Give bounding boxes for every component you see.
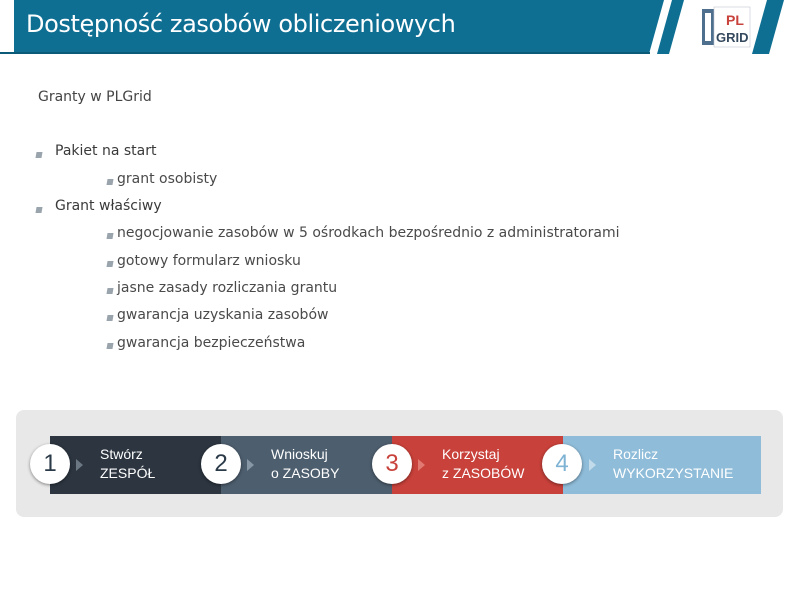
slide-header bbox=[0, 0, 794, 54]
step-1-line1: Stwórz bbox=[100, 446, 143, 462]
bullet-icon bbox=[106, 179, 113, 185]
step-1-line2: ZESPÓŁ bbox=[100, 465, 156, 481]
bullet-icon bbox=[35, 152, 42, 158]
section-subtitle: Granty w PLGrid bbox=[38, 89, 152, 105]
step-3-line2: z ZASOBÓW bbox=[442, 465, 525, 481]
step-2-line2: o ZASOBY bbox=[271, 465, 340, 481]
logo-line2: GRID bbox=[716, 30, 749, 45]
plgrid-logo-icon bbox=[702, 5, 752, 49]
logo-line1: PL bbox=[726, 12, 744, 28]
bullet-icon bbox=[106, 288, 113, 294]
chevron-right-icon bbox=[586, 458, 600, 472]
list-item: gwarancja bezpieczeństwa bbox=[117, 335, 306, 351]
list-item: gotowy formularz wniosku bbox=[117, 253, 301, 269]
list-item: Grant właściwy bbox=[55, 198, 162, 214]
step-4-number: 4 bbox=[542, 444, 582, 484]
list-item: negocjowanie zasobów w 5 ośrodkach bezpośrednio z administratorami bbox=[117, 225, 620, 241]
step-3-label bbox=[442, 445, 524, 483]
step-1-label bbox=[100, 445, 155, 483]
step-4-line1: Rozlicz bbox=[613, 446, 659, 462]
step-2-label bbox=[271, 445, 339, 483]
step-4-label bbox=[613, 445, 733, 483]
bullet-icon bbox=[106, 343, 113, 349]
chevron-right-icon bbox=[73, 458, 87, 472]
step-2-number: 2 bbox=[201, 444, 241, 484]
list-item: grant osobisty bbox=[117, 171, 218, 187]
bullet-icon bbox=[35, 207, 42, 213]
bullet-icon bbox=[106, 233, 113, 239]
bullet-icon bbox=[106, 315, 113, 321]
chevron-right-icon bbox=[244, 458, 258, 472]
list-item: jasne zasady rozliczania grantu bbox=[117, 280, 338, 296]
bullet-icon bbox=[106, 261, 113, 267]
step-3-line1: Korzystaj bbox=[442, 446, 500, 462]
step-3-number: 3 bbox=[372, 444, 412, 484]
list-item: Pakiet na start bbox=[55, 143, 157, 159]
step-2-line1: Wnioskuj bbox=[271, 446, 328, 462]
step-1-number: 1 bbox=[30, 444, 70, 484]
list-item: gwarancja uzyskania zasobów bbox=[117, 307, 329, 323]
step-4-line2: WYKORZYSTANIE bbox=[613, 465, 734, 481]
chevron-right-icon bbox=[415, 458, 429, 472]
page-title: Dostępność zasobów obliczeniowych bbox=[26, 10, 456, 38]
